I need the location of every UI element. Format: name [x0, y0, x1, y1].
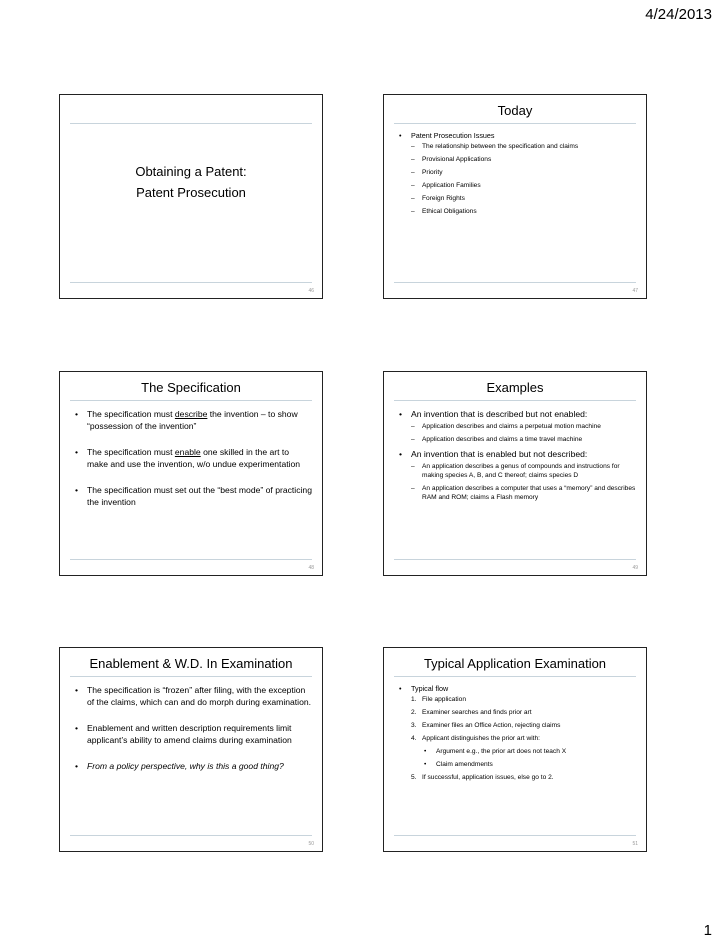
slide-number: 48	[308, 565, 314, 571]
slide-top-rule	[70, 400, 312, 401]
page-number: 1	[703, 922, 712, 939]
slide-title: Typical Application Examination	[423, 656, 607, 671]
numbered-step: 3. Examiner files an Office Action, rejecting claims	[411, 722, 561, 729]
slide-bottom-rule	[394, 282, 636, 283]
sub-bullet-item: – Provisional Applications	[396, 155, 636, 164]
slide-typical-examination	[383, 647, 647, 852]
slide-number: 49	[632, 565, 638, 571]
slide-today	[383, 94, 647, 299]
sub-bullet-item: – Application describes and claims a time travel machine	[396, 435, 636, 444]
slide-title-line-2: Patent Prosecution	[136, 185, 246, 200]
slide-examples	[383, 371, 647, 576]
sub-bullet-item: – Application Families	[396, 181, 636, 190]
slide-obtaining-patent	[59, 94, 323, 299]
slide-number: 47	[632, 288, 638, 294]
numbered-step: 2. Examiner searches and finds prior art	[411, 709, 532, 716]
slide-top-rule	[394, 123, 636, 124]
sub-bullet-item: – An application describes a computer that uses a “memory” and describes RAM and ROM; claims a Flash memory	[396, 484, 636, 502]
slide-title	[60, 161, 322, 203]
bullet-item: • An invention that is described but not enabled:	[396, 408, 636, 420]
slide-title-line-1: Obtaining a Patent:	[135, 164, 247, 179]
sub-bullet-item: – Application describes and claims a perpetual motion machine	[396, 422, 636, 431]
slide-specification	[59, 371, 323, 576]
slide-enablement-wd	[59, 647, 323, 852]
slide-bottom-rule	[70, 282, 312, 283]
numbered-step: 1. File application	[411, 696, 466, 703]
slide-number: 46	[308, 288, 314, 294]
bullet-item: • Typical flow	[396, 684, 636, 694]
bullet-describe: • The specification must describe the invention – to show “possession of the invention”	[72, 408, 312, 432]
slide-bottom-rule	[70, 559, 312, 560]
slide-number: 51	[632, 841, 638, 847]
slide-top-rule	[394, 400, 636, 401]
sub-bullet-item: • Claim amendments	[396, 760, 636, 769]
bullet-item: • An invention that is enabled but not described:	[396, 448, 636, 460]
slide-bottom-rule	[394, 559, 636, 560]
sub-bullet-item: – Ethical Obligations	[396, 207, 636, 216]
print-date: 4/24/2013	[645, 6, 712, 23]
bullet-item: • Enablement and written description requirements limit applicant’s ability to amend claims during examination	[72, 722, 312, 746]
slide-number: 50	[308, 841, 314, 847]
sub-bullet-item: • Argument e.g., the prior art does not teach X	[396, 747, 636, 756]
bullet-best-mode: • The specification must set out the “best mode” of practicing the invention	[72, 484, 312, 508]
bullet-item	[72, 760, 312, 772]
numbered-step: 5. If successful, application issues, else go to 2.	[411, 774, 554, 781]
sub-bullet-item: – The relationship between the specification and claims	[396, 142, 636, 151]
sub-bullet-item: – Foreign Rights	[396, 194, 636, 203]
bullet-item: • Patent Prosecution Issues	[396, 131, 636, 141]
slide-top-rule	[70, 123, 312, 124]
slide-bottom-rule	[70, 835, 312, 836]
slide-title: Examples	[486, 380, 544, 395]
slide-top-rule	[70, 676, 312, 677]
policy-question: From a policy perspective, why is this a good thing?	[87, 761, 284, 771]
bullet-item: • The specification is “frozen” after filing, with the exception of the claims, which can and do morph during examination.	[72, 684, 312, 708]
numbered-step: 4. Applicant distinguishes the prior art with:	[411, 735, 541, 742]
bullet-enable: • The specification must enable one skilled in the art to make and use the invention, w/o undue experimentation	[72, 446, 312, 470]
slide-top-rule	[394, 676, 636, 677]
slide-title: Today	[497, 103, 533, 118]
underlined-enable: enable	[174, 447, 201, 457]
slide-title: The Specification	[141, 380, 241, 395]
sub-bullet-item: – Priority	[396, 168, 636, 177]
slide-title: Enablement & W.D. In Examination	[89, 656, 293, 671]
underlined-describe: describe	[174, 409, 208, 419]
sub-bullet-item: – An application describes a genus of compounds and instructions for making species A, B, and C thereof; claims species D	[396, 462, 636, 480]
slide-bottom-rule	[394, 835, 636, 836]
